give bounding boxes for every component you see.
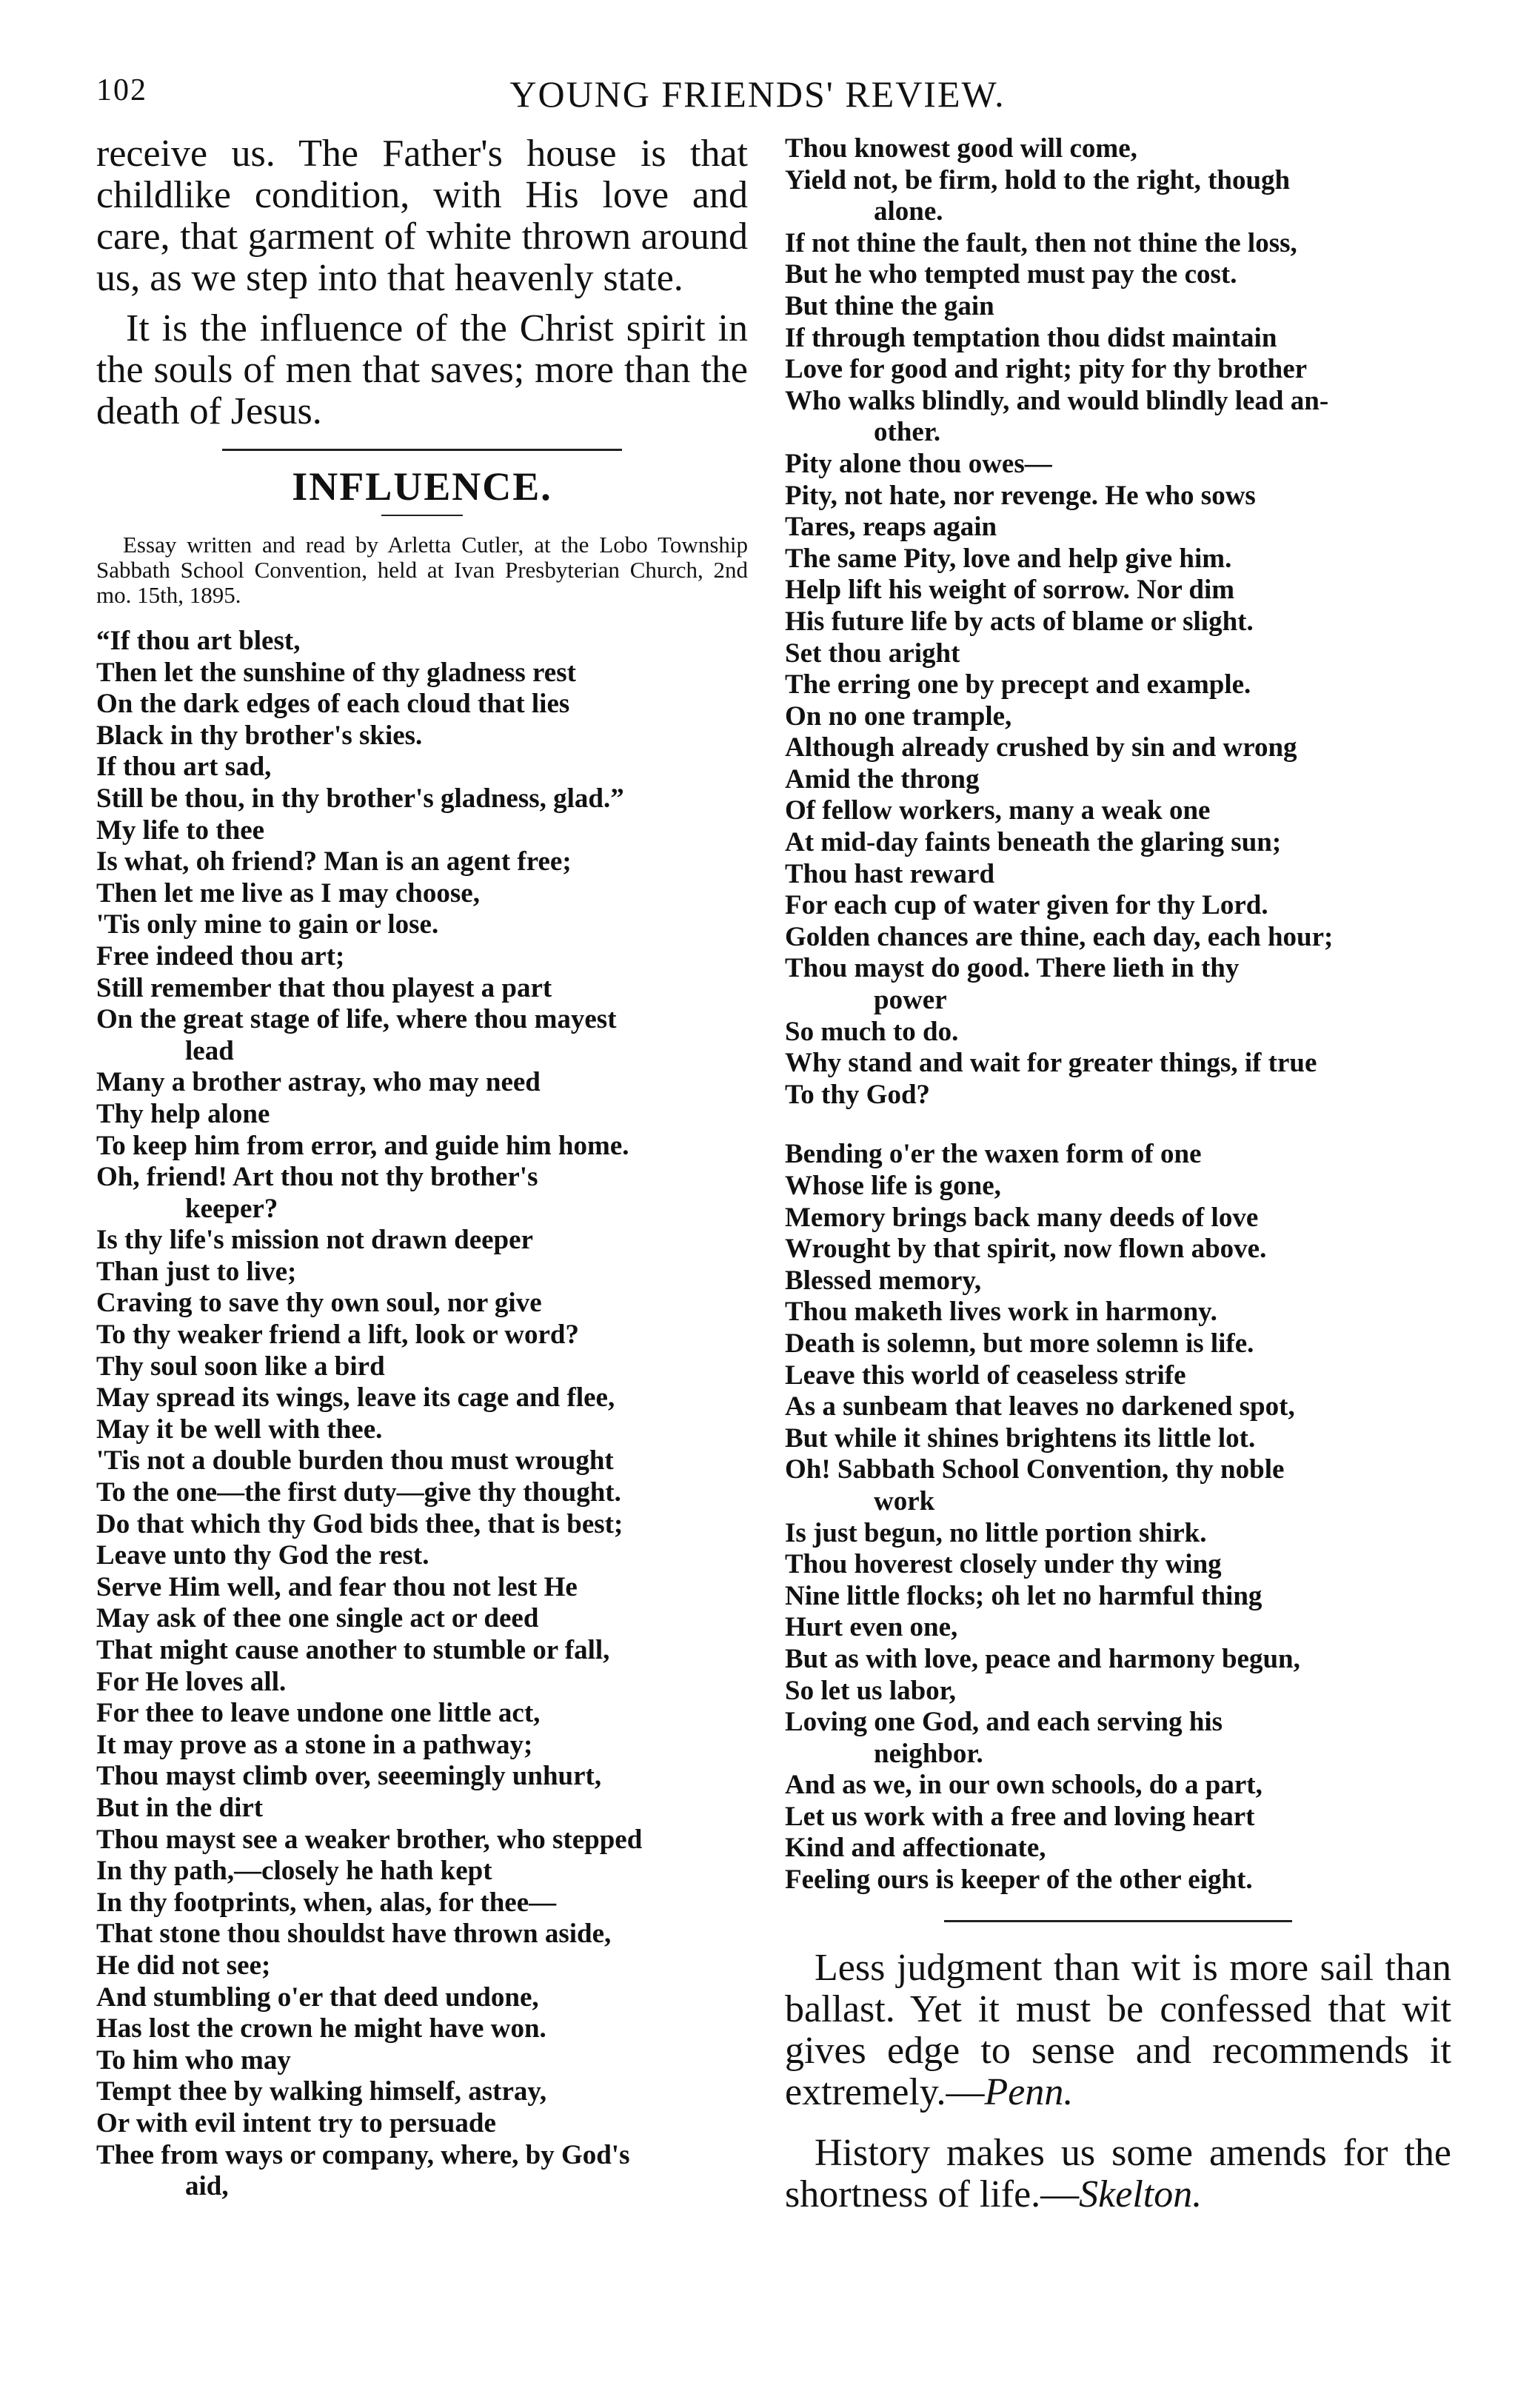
poem-line: But as with love, peace and harmony begun, (785, 1643, 1300, 1674)
poem-line: At mid-day faints beneath the glaring sun; (785, 827, 1282, 858)
poem-line: Black in thy brother's skies. (96, 720, 423, 751)
poem-line: My life to thee (96, 815, 265, 846)
poem-line: Tempt thee by walking himself, astray, (96, 2076, 547, 2107)
poem-line: May it be well with thee. (96, 1414, 383, 1445)
poem-line: Do that which thy God bids thee, that is best; (96, 1508, 623, 1539)
poem-line: Pity alone thou owes— (785, 448, 1052, 479)
poem-line: Let us work with a free and loving heart (785, 1801, 1255, 1832)
poem-line: For thee to leave undone one little act, (96, 1698, 541, 1729)
poem-line: On no one trample, (785, 700, 1012, 732)
poem-line: Yield not, be firm, hold to the right, though (785, 164, 1291, 195)
poem-line: Is what, oh friend? Man is an agent free; (96, 846, 572, 877)
poem-line: Leave unto thy God the rest. (96, 1540, 429, 1571)
poem-line: The erring one by precept and example. (785, 669, 1251, 700)
poem-line: keeper? (185, 1193, 278, 1224)
poem-line: lead (185, 1035, 234, 1066)
poem-line: May spread its wings, leave its cage and flee, (96, 1382, 615, 1414)
poem-line: Why stand and wait for greater things, if true (785, 1048, 1317, 1079)
poem-line: To thy God? (785, 1079, 931, 1110)
poem-line: Bending o'er the waxen form of one (785, 1139, 1202, 1170)
essay-note: Essay written and read by Arletta Cutler, at the Lobo Township Sabbath School Convention, held at Ivan Presbyterian Church, 2nd mo. 15th, 1895. (96, 532, 748, 608)
poem-line: Who walks blindly, and would blindly lead an- (785, 385, 1329, 416)
poem-line: Thou hoverest closely under thy wing (785, 1549, 1222, 1580)
poem-line: Craving to save thy own soul, nor give (96, 1288, 542, 1319)
poem-line: 'Tis not a double burden thou must wrought (96, 1445, 614, 1476)
poem-line: And as we, in our own schools, do a part, (785, 1770, 1262, 1801)
section-divider (222, 449, 622, 451)
poem-line: Tares, reaps again (785, 512, 997, 543)
poem-line: neighbor. (874, 1738, 983, 1769)
poem-line: Serve Him well, and fear thou not lest He (96, 1571, 578, 1602)
poem-line: other. (874, 417, 941, 448)
poem-line: In thy footprints, when, alas, for thee— (96, 1887, 557, 1918)
poem-line: Nine little flocks; oh let no harmful thing (785, 1580, 1262, 1611)
poem-line: Still remember that thou playest a part (96, 972, 552, 1003)
poem-right (785, 133, 1451, 1896)
poem-line: Oh, friend! Art thou not thy brother's (96, 1162, 538, 1193)
poem-line: To keep him from error, and guide him home. (96, 1130, 629, 1161)
poem-line: Thou mayst see a weaker brother, who stepped (96, 1824, 643, 1855)
poem-line: If through temptation thou didst maintain (785, 322, 1277, 353)
poem-line: For each cup of water given for thy Lord. (785, 890, 1268, 921)
quote-text: History makes us some amends for the shortness of life.— (785, 2131, 1451, 2215)
page-number: 102 (96, 73, 147, 107)
poem-line: He did not see; (96, 1950, 271, 1981)
poem-line: Is thy life's mission not drawn deeper (96, 1225, 533, 1256)
poem-line: Amid the throng (785, 763, 980, 795)
poem-line: Pity, not hate, nor revenge. He who sows (785, 480, 1256, 511)
poem-line: Kind and affectionate, (785, 1833, 1046, 1864)
poem-line: Free indeed thou art; (96, 940, 345, 971)
poem-line: His future life by acts of blame or slight. (785, 606, 1254, 637)
poem-line: May ask of thee one single act or deed (96, 1603, 539, 1634)
page-header (0, 37, 1515, 118)
poem-line: On the dark edges of each cloud that lies (96, 689, 570, 720)
poem-line: Thy help alone (96, 1098, 270, 1129)
poem-line: Is just begun, no little portion shirk. (785, 1517, 1207, 1548)
poem-line: Thou knowest good will come, (785, 133, 1137, 164)
poem-line: Of fellow workers, many a weak one (785, 795, 1211, 826)
poem-line: Oh! Sabbath School Convention, thy noble (785, 1454, 1285, 1485)
poem-line: But he who tempted must pay the cost. (785, 259, 1237, 290)
quote-paragraph (785, 2133, 1451, 2215)
poem-line: But in the dirt (96, 1792, 264, 1823)
poem-left (96, 626, 748, 2203)
prose-paragraph: It is the influence of the Christ spirit in the souls of men that saves; more than the death of Jesus. (96, 307, 748, 432)
poem-line: To thy weaker friend a lift, look or word? (96, 1320, 579, 1351)
quote-text: Less judgment than wit is more sail than ballast. Yet it must be confessed that wit gives edge to sense and recommends it extremely.— (785, 1946, 1451, 2113)
quote-author: Penn. (984, 2070, 1074, 2113)
poem-line: Wrought by that spirit, now flown above. (785, 1234, 1267, 1265)
poem-line: Or with evil intent try to persuade (96, 2107, 496, 2138)
poem-line: Set thou aright (785, 638, 960, 669)
poem-line: The same Pity, love and help give him. (785, 543, 1232, 574)
poem-line: work (874, 1485, 935, 1516)
poem-line: power (874, 985, 947, 1016)
poem-line: 'Tis only mine to gain or lose. (96, 909, 439, 940)
essay-title: INFLUENCE. (292, 464, 552, 509)
poem-line: Then let me live as I may choose, (96, 877, 480, 909)
prose-paragraph: receive us. The Father's house is that childlike condition, with His love and care, that garment of white thrown around us, as we step into that heavenly state. (96, 133, 748, 299)
running-title: YOUNG FRIENDS' REVIEW. (509, 73, 1006, 115)
poem-line: Thou maketh lives work in harmony. (785, 1297, 1217, 1328)
poem-line: Then let the sunshine of thy gladness rest (96, 657, 576, 688)
poem-line: For He loves all. (96, 1666, 287, 1697)
poem-line: Thou hast reward (785, 858, 995, 889)
quote-author: Skelton. (1079, 2173, 1203, 2215)
poem-line: To him who may (96, 2044, 291, 2076)
poem-line: Many a brother astray, who may need (96, 1067, 541, 1098)
quote-paragraph (785, 1947, 1451, 2113)
left-column (96, 133, 748, 2203)
poem-line: Help lift his weight of sorrow. Nor dim (785, 575, 1235, 606)
poem-line: That might cause another to stumble or fall, (96, 1635, 610, 1665)
poem-line: But while it shines brightens its little lot. (785, 1422, 1256, 1454)
poem-line: If thou art sad, (96, 752, 272, 783)
poem-line: So let us labor, (785, 1675, 956, 1706)
poem-line: Love for good and right; pity for thy brother (785, 354, 1308, 385)
stanza-break (785, 1111, 1451, 1139)
poem-line: As a sunbeam that leaves no darkened spot, (785, 1391, 1295, 1422)
poem-line: Has lost the crown he might have won. (96, 2013, 546, 2044)
poem-line: Whose life is gone, (785, 1171, 1001, 1201)
poem-line: Although already crushed by sin and wrong (785, 732, 1297, 763)
poem-line: Loving one God, and each serving his (785, 1707, 1223, 1738)
poem-line: alone. (874, 196, 943, 227)
poem-line: Still be thou, in thy brother's gladness, glad.” (96, 783, 624, 814)
poem-line: Memory brings back many deeds of love (785, 1202, 1259, 1233)
poem-line: Golden chances are thine, each day, each hour; (785, 921, 1334, 952)
title-underline (381, 515, 463, 516)
poem-line: Leave this world of ceaseless strife (785, 1359, 1186, 1391)
poem-line: It may prove as a stone in a pathway; (96, 1729, 533, 1760)
poem-line: “If thou art blest, (96, 626, 301, 656)
poem-line: Thee from ways or company, where, by God's (96, 2139, 630, 2170)
poem-line: Hurt even one, (785, 1612, 958, 1643)
poem-line: Death is solemn, but more solemn is life. (785, 1328, 1254, 1359)
right-column (785, 133, 1451, 2215)
poem-line: Than just to live; (96, 1256, 297, 1287)
poem-line: Thy soul soon like a bird (96, 1351, 385, 1382)
poem-line: Thou mayst climb over, seeemingly unhurt, (96, 1761, 602, 1792)
poem-line: In thy path,—closely he hath kept (96, 1856, 492, 1887)
poem-line: So much to do. (785, 1016, 959, 1047)
poem-line: To the one—the first duty—give thy thought. (96, 1477, 621, 1508)
poem-line: Feeling ours is keeper of the other eight. (785, 1864, 1253, 1896)
poem-line: But thine the gain (785, 290, 994, 321)
poem-line: Thou mayst do good. There lieth in thy (785, 953, 1240, 984)
poem-line: That stone thou shouldst have thrown aside, (96, 1919, 612, 1950)
poem-line: aid, (185, 2171, 229, 2202)
poem-line: And stumbling o'er that deed undone, (96, 1981, 539, 2013)
section-divider (944, 1920, 1292, 1922)
poem-line: On the great stage of life, where thou mayest (96, 1004, 617, 1035)
poem-line: Blessed memory, (785, 1265, 982, 1296)
quotes (785, 1947, 1451, 2215)
poem-line: If not thine the fault, then not thine the loss, (785, 227, 1297, 258)
